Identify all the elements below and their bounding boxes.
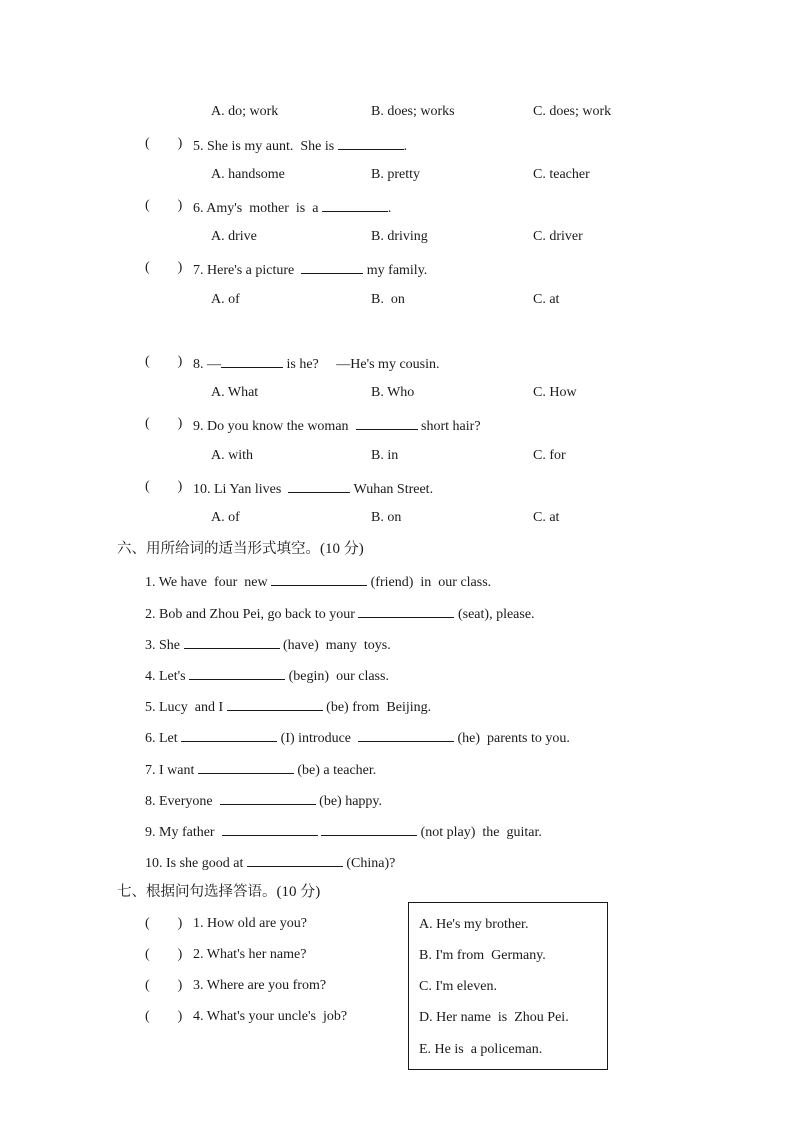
q6-option-b: B. driving (371, 229, 428, 244)
question-5 (193, 135, 407, 153)
q5-option-a: A. handsome (211, 167, 285, 182)
question-text-after: Wuhan Street. (350, 482, 434, 497)
fill-blank[interactable] (321, 821, 417, 836)
item-text: 6. Let (145, 731, 182, 746)
question-text-after: short hair? (417, 419, 481, 434)
answer-blank[interactable] (338, 135, 404, 150)
fill-blank[interactable] (222, 821, 318, 836)
fill-item-8 (145, 790, 382, 808)
item-hint: (China)? (342, 856, 396, 871)
question-text: 8. — (193, 357, 221, 372)
answer-option-d: D. Her name is Zhou Pei. (419, 1010, 569, 1025)
item-hint: (friend) in our class. (367, 575, 492, 590)
item-hint: (not play) the guitar. (417, 825, 542, 840)
item-hint: (begin) our class. (285, 669, 389, 684)
item-text: 5. Lucy and I (145, 700, 227, 715)
question-text: 9. Do you know the woman (193, 419, 356, 434)
answer-paren[interactable]: ( ) (145, 916, 183, 931)
q9-option-c: C. for (533, 448, 566, 463)
item-hint: (I) introduce (277, 731, 359, 746)
question-text-after: my family. (363, 263, 428, 278)
item-text: 7. I want (145, 763, 198, 778)
question-7 (193, 259, 427, 277)
question-6 (193, 197, 391, 215)
match-question-2: 2. What's her name? (193, 947, 307, 962)
answer-paren[interactable]: ( ) (145, 479, 183, 494)
q4-option-c: C. does; work (533, 104, 612, 119)
answer-paren[interactable]: ( ) (145, 260, 183, 275)
item-text: 4. Let's (145, 669, 190, 684)
fill-blank[interactable] (189, 665, 285, 680)
section-7-title: 七、根据问句选择答语。 (117, 884, 277, 900)
answer-blank[interactable] (288, 478, 350, 493)
question-text: 6. Amy's mother is a (193, 201, 322, 216)
answer-paren[interactable]: ( ) (145, 978, 183, 993)
fill-blank[interactable] (358, 603, 454, 618)
fill-blank[interactable] (271, 571, 367, 586)
question-text: 7. Here's a picture (193, 263, 302, 278)
fill-blank[interactable] (227, 696, 323, 711)
item-hint: (he) parents to you. (454, 731, 570, 746)
item-text: 10. Is she good at (145, 856, 247, 871)
q6-option-a: A. drive (211, 229, 257, 244)
fill-blank[interactable] (220, 790, 316, 805)
question-text-after: . (387, 201, 392, 216)
q5-option-c: C. teacher (533, 167, 590, 182)
item-text: 8. Everyone (145, 794, 220, 809)
question-text-after: . (403, 139, 408, 154)
q7-option-c: C. at (533, 292, 560, 307)
q5-option-b: B. pretty (371, 167, 420, 182)
answer-paren[interactable]: ( ) (145, 198, 183, 213)
answer-option-c: C. I'm eleven. (419, 979, 497, 994)
answer-option-b: B. I'm from Germany. (419, 948, 546, 963)
fill-item-1 (145, 571, 491, 589)
item-hint: (seat), please. (454, 607, 535, 622)
item-text: 2. Bob and Zhou Pei, go back to your (145, 607, 359, 622)
q8-option-a: A. What (211, 385, 259, 400)
fill-item-10 (145, 852, 395, 870)
fill-blank[interactable] (184, 634, 280, 649)
section-6-score: (10 分) (320, 541, 364, 557)
fill-item-9 (145, 821, 542, 839)
item-hint: (have) many toys. (279, 638, 391, 653)
fill-blank[interactable] (358, 727, 454, 742)
section-7-score: (10 分) (276, 884, 321, 900)
fill-item-2 (145, 603, 535, 621)
question-10 (193, 478, 433, 496)
fill-item-5 (145, 696, 431, 714)
answer-blank[interactable] (301, 259, 363, 274)
item-hint: (be) happy. (315, 794, 382, 809)
section-7-heading (117, 882, 320, 902)
q10-option-b: B. on (371, 510, 402, 525)
answer-paren[interactable]: ( ) (145, 1009, 183, 1024)
question-text-after: is he? —He's my cousin. (283, 357, 440, 372)
fill-blank[interactable] (247, 852, 343, 867)
item-hint: (be) a teacher. (293, 763, 377, 778)
item-text: 9. My father (145, 825, 222, 840)
match-question-1: 1. How old are you? (193, 916, 307, 931)
section-6-heading (117, 539, 364, 559)
q9-option-a: A. with (211, 448, 253, 463)
fill-blank[interactable] (181, 727, 277, 742)
q9-option-b: B. in (371, 448, 399, 463)
answer-paren[interactable]: ( ) (145, 947, 183, 962)
section-6-title: 六、用所给词的适当形式填空。 (117, 541, 320, 557)
fill-item-3 (145, 634, 391, 652)
q10-option-c: C. at (533, 510, 560, 525)
item-text: 1. We have four new (145, 575, 272, 590)
question-text: 10. Li Yan lives (193, 482, 289, 497)
answer-paren[interactable]: ( ) (145, 354, 183, 369)
q7-option-a: A. of (211, 292, 240, 307)
question-text: 5. She is my aunt. She is (193, 139, 338, 154)
fill-item-7 (145, 759, 376, 777)
match-question-4: 4. What's your uncle's job? (193, 1009, 348, 1024)
question-8 (193, 353, 440, 371)
answer-option-e: E. He is a policeman. (419, 1042, 543, 1057)
answer-choices-box (408, 902, 608, 1070)
answer-paren[interactable]: ( ) (145, 416, 183, 431)
answer-blank[interactable] (356, 415, 418, 430)
fill-blank[interactable] (198, 759, 294, 774)
q10-option-a: A. of (211, 510, 240, 525)
match-question-3: 3. Where are you from? (193, 978, 327, 993)
item-hint: (be) from Beijing. (322, 700, 432, 715)
q4-option-b: B. does; works (371, 104, 455, 119)
answer-blank[interactable] (221, 353, 283, 368)
answer-paren[interactable]: ( ) (145, 136, 183, 151)
q4-option-a: A. do; work (211, 104, 279, 119)
fill-item-4 (145, 665, 389, 683)
fill-item-6 (145, 727, 570, 745)
q6-option-c: C. driver (533, 229, 583, 244)
answer-option-a: A. He's my brother. (419, 917, 529, 932)
q8-option-b: B. Who (371, 385, 415, 400)
q7-option-b: B. on (371, 292, 405, 307)
q8-option-c: C. How (533, 385, 577, 400)
answer-blank[interactable] (322, 197, 388, 212)
item-text: 3. She (145, 638, 184, 653)
question-9 (193, 415, 481, 433)
